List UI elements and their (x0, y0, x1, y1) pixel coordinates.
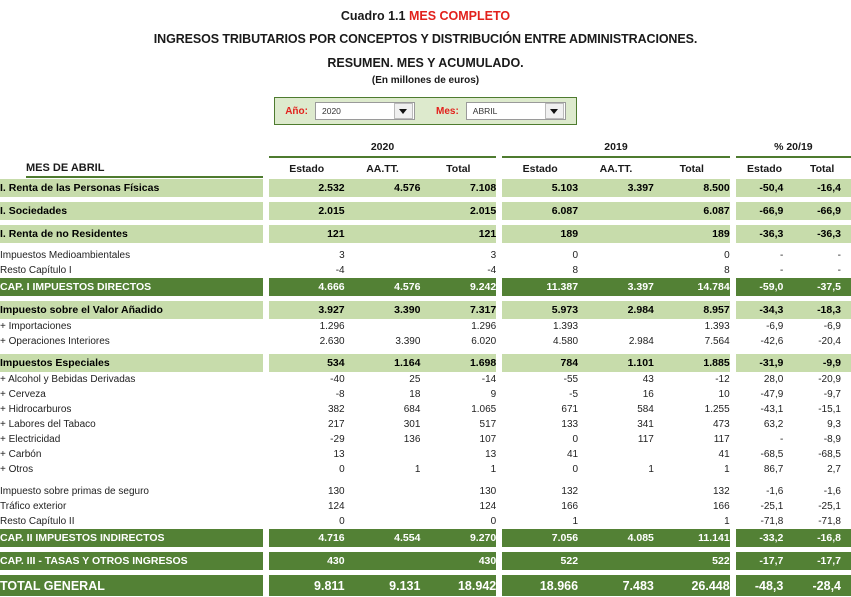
table-row (0, 372, 851, 387)
subtitle-line-2: RESUMEN. MES Y ACUMULADO. (327, 56, 524, 70)
cell-pct-total: 2,7 (827, 464, 841, 475)
cell-2019-total: 1.255 (704, 404, 730, 415)
row-label: Impuesto sobre primas de seguro (0, 486, 149, 497)
cell-pct-estado: -48,3 (736, 575, 794, 596)
cell-2020-estado: 430 (269, 552, 345, 570)
table-row (0, 484, 851, 499)
cell-2020-estado: -8 (335, 389, 345, 400)
cell-2019-total: 473 (712, 419, 730, 430)
table-row (0, 278, 851, 296)
row-label: Impuesto sobre el Valor Añadido (0, 301, 263, 319)
row-label: Tráfico exterior (0, 501, 67, 512)
cell-2019-estado: 0 (572, 434, 579, 445)
cell-2019-total: 14.784 (654, 278, 730, 296)
cell-pct-estado: -50,4 (736, 179, 794, 197)
table-row (0, 225, 851, 243)
table-row (0, 552, 851, 570)
cell-2019-total: 1.393 (704, 321, 730, 332)
table-row (0, 354, 851, 372)
cell-2019-estado: 133 (561, 419, 579, 430)
cell-2020-estado: 1.296 (319, 321, 345, 332)
col-header-2019-aatt: AA.TT. (599, 162, 633, 175)
cell-2020-estado: 534 (269, 354, 345, 372)
cell-pct-estado: -68,5 (760, 449, 784, 460)
cell-pct-total: -66,9 (793, 202, 851, 220)
cell-2019-aatt: 3.397 (578, 278, 654, 296)
table-row (0, 575, 851, 596)
cell-pct-total: -1,6 (823, 486, 841, 497)
cell-pct-total: -28,4 (793, 575, 851, 596)
cell-2019-total: 6.087 (654, 202, 730, 220)
cell-2020-aatt: 25 (409, 374, 421, 385)
cell-2019-estado: 0 (572, 464, 579, 475)
cell-2020-total: 517 (479, 419, 497, 430)
table-row (0, 499, 851, 514)
row-label: CAP. I IMPUESTOS DIRECTOS (0, 278, 263, 296)
cell-2020-estado: 121 (269, 225, 345, 243)
cell-pct-total: -36,3 (793, 225, 851, 243)
cell-2020-estado: -29 (330, 434, 345, 445)
cell-2020-total: 7.317 (420, 301, 496, 319)
cell-pct-estado: -47,9 (760, 389, 784, 400)
cell-2019-aatt (578, 499, 654, 514)
cell-pct-total: -9,9 (793, 354, 851, 372)
cell-2019-total: 41 (718, 449, 730, 460)
page-title (0, 8, 851, 25)
cell-2020-total: -14 (481, 374, 497, 385)
cell-2020-total: 6.020 (471, 336, 497, 347)
cell-2020-estado: 130 (327, 486, 345, 497)
cell-2019-total: 26.448 (654, 575, 730, 596)
month-label: Mes: (435, 105, 459, 117)
cell-2019-aatt: 1.101 (578, 354, 654, 372)
table-body (0, 179, 851, 596)
year-select[interactable] (315, 102, 415, 120)
row-label: I. Renta de no Residentes (0, 225, 263, 243)
cell-pct-estado: -6,9 (766, 321, 784, 332)
cell-2019-estado: 671 (561, 404, 579, 415)
row-label: Resto Capítulo II (0, 516, 75, 527)
row-header-label: MES DE ABRIL (0, 157, 263, 179)
cell-2019-aatt (578, 263, 654, 278)
cell-2019-estado: 6.087 (502, 202, 578, 220)
cell-2019-total: 11.141 (654, 529, 730, 547)
cell-2020-estado: 9.811 (269, 575, 345, 596)
row-label: Resto Capítulo I (0, 265, 72, 276)
cell-2019-aatt: 1 (648, 464, 654, 475)
cell-2019-estado: 8 (572, 265, 579, 276)
row-label: + Alcohol y Bebidas Derivadas (0, 374, 136, 385)
cell-pct-total: - (837, 250, 841, 261)
col-header-2020-aatt: AA.TT. (366, 162, 399, 175)
cell-2019-estado: 0 (572, 250, 579, 261)
cell-pct-estado: -66,9 (736, 202, 794, 220)
cell-2019-aatt (578, 248, 654, 263)
cell-2020-aatt: 18 (409, 389, 421, 400)
table-group-header-row (0, 137, 851, 157)
row-label: + Hidrocarburos (0, 404, 72, 415)
cell-2019-total: 8.957 (654, 301, 730, 319)
table-row (0, 387, 851, 402)
cell-2019-aatt (578, 319, 654, 334)
group-header-pct: % 20/19 (736, 137, 851, 157)
cell-2020-aatt (345, 319, 421, 334)
year-label: Año: (285, 105, 308, 117)
table-row (0, 319, 851, 334)
cell-2020-aatt (345, 263, 421, 278)
table-row (0, 402, 851, 417)
row-label: I. Renta de las Personas Físicas (0, 179, 263, 197)
table-row (0, 529, 851, 547)
table-row (0, 248, 851, 263)
cell-2020-total: 1.296 (471, 321, 497, 332)
cell-2020-total: -4 (487, 265, 497, 276)
cell-2019-aatt (578, 484, 654, 499)
cell-2019-estado: 166 (561, 501, 579, 512)
cell-2020-total: 9.270 (420, 529, 496, 547)
table-row (0, 263, 851, 278)
cell-2019-total: 166 (712, 501, 730, 512)
cell-2019-estado: 784 (502, 354, 578, 372)
cell-2020-aatt: 4.576 (345, 278, 421, 296)
cell-pct-total: -25,1 (818, 501, 841, 512)
cell-2020-total: 130 (479, 486, 497, 497)
table-row (0, 301, 851, 319)
table-row (0, 514, 851, 529)
cell-pct-estado: - (779, 434, 784, 445)
cell-2019-aatt: 117 (637, 434, 654, 445)
cell-2020-aatt: 4.576 (345, 179, 421, 197)
cell-pct-estado: -33,2 (736, 529, 794, 547)
table-row (0, 179, 851, 197)
cell-2019-aatt (578, 514, 654, 529)
cell-2019-total: 7.564 (704, 336, 730, 347)
cell-2019-aatt: 3.397 (578, 179, 654, 197)
cell-2020-aatt (345, 552, 421, 570)
row-label: + Carbón (0, 449, 42, 460)
cell-2020-aatt: 136 (403, 434, 421, 445)
cell-pct-total: -8,9 (823, 434, 841, 445)
cell-pct-estado: - (779, 265, 784, 276)
cell-2020-aatt: 9.131 (345, 575, 421, 596)
cell-2019-total: 1.885 (654, 354, 730, 372)
cell-2020-estado: -40 (330, 374, 345, 385)
cell-pct-estado: -31,9 (736, 354, 794, 372)
cell-2020-total: 9 (490, 389, 497, 400)
table-row (0, 334, 851, 349)
col-header-2019-estado: Estado (522, 162, 558, 175)
cell-2020-total: 7.108 (420, 179, 496, 197)
cell-pct-estado: -59,0 (736, 278, 794, 296)
cell-pct-total: - (837, 265, 841, 276)
cell-2019-total: -12 (715, 374, 730, 385)
cell-2019-total: 1 (724, 464, 730, 475)
cell-2020-aatt (345, 225, 421, 243)
cell-2020-total: 9.242 (420, 278, 496, 296)
cell-2019-aatt (578, 552, 654, 570)
cell-pct-estado: -36,3 (736, 225, 794, 243)
cell-2019-estado: 41 (566, 449, 579, 460)
cell-2019-aatt: 7.483 (578, 575, 654, 596)
table-spacer-row (0, 477, 851, 484)
table-row (0, 417, 851, 432)
cell-2019-estado: 1.393 (553, 321, 579, 332)
cell-2020-aatt: 684 (403, 404, 421, 415)
cell-2019-estado: 4.580 (553, 336, 579, 347)
cell-pct-estado: 63,2 (763, 419, 784, 430)
cell-pct-total: -6,9 (823, 321, 841, 332)
cell-pct-estado: -17,7 (736, 552, 794, 570)
cell-2019-estado: 5.103 (502, 179, 578, 197)
table-row (0, 202, 851, 220)
group-header-2019: 2019 (502, 137, 729, 157)
cell-pct-total: -16,4 (793, 179, 851, 197)
col-header-pct-total: Total (810, 162, 835, 175)
cell-pct-estado: -25,1 (760, 501, 784, 512)
chevron-down-icon[interactable] (545, 103, 564, 119)
cell-pct-estado: -42,6 (760, 336, 784, 347)
cell-2020-estado: 3.927 (269, 301, 345, 319)
row-label: I. Sociedades (0, 202, 263, 220)
cell-2020-total: 1.698 (420, 354, 496, 372)
col-header-2019-total: Total (679, 162, 704, 175)
cell-2020-aatt (345, 514, 421, 529)
cell-pct-total: -20,4 (818, 336, 841, 347)
cell-2019-estado: 522 (502, 552, 578, 570)
cell-pct-total: -9,7 (823, 389, 841, 400)
cell-2020-total: 18.942 (420, 575, 496, 596)
col-header-pct-estado: Estado (747, 162, 783, 175)
cell-2020-estado: 0 (339, 464, 345, 475)
subtitle-line-1: INGRESOS TRIBUTARIOS POR CONCEPTOS Y DISTRIBUCIÓN ENTRE ADMINISTRACIONES. (153, 32, 698, 46)
cell-2020-estado: 13 (333, 449, 345, 460)
cell-2020-estado: -4 (335, 265, 345, 276)
row-label: + Labores del Tabaco (0, 419, 96, 430)
cell-2020-aatt (345, 202, 421, 220)
row-label: + Otros (0, 464, 34, 475)
cell-2019-total: 1 (724, 516, 730, 527)
cell-pct-total: -16,8 (793, 529, 851, 547)
group-header-2020: 2020 (269, 137, 496, 157)
cell-2020-estado: 4.666 (269, 278, 345, 296)
row-label: CAP. II IMPUESTOS INDIRECTOS (0, 529, 263, 547)
cell-2020-aatt: 3.390 (345, 301, 421, 319)
cell-2019-aatt (578, 202, 654, 220)
cell-2020-total: 3 (490, 250, 497, 261)
cell-pct-total: -68,5 (818, 449, 841, 460)
chevron-down-icon[interactable] (394, 103, 413, 119)
cell-pct-total: -37,5 (793, 278, 851, 296)
cell-pct-estado: -34,3 (736, 301, 794, 319)
cell-2019-estado: 11.387 (502, 278, 578, 296)
cell-2020-total: 1.065 (471, 404, 497, 415)
cell-pct-estado: - (779, 250, 784, 261)
cell-pct-total: -17,7 (793, 552, 851, 570)
table-row (0, 447, 851, 462)
cell-2019-total: 522 (654, 552, 730, 570)
filter-panel (274, 97, 577, 125)
cell-2019-estado: -55 (563, 374, 579, 385)
cell-2019-estado: 1 (572, 516, 579, 527)
month-select[interactable] (466, 102, 566, 120)
cell-pct-estado: -1,6 (766, 486, 784, 497)
row-label: + Importaciones (0, 321, 72, 332)
cell-2020-estado: 2.630 (319, 336, 345, 347)
cell-2020-total: 0 (490, 516, 497, 527)
cell-2019-total: 8 (724, 265, 730, 276)
cell-2019-total: 132 (712, 486, 730, 497)
cell-pct-estado: 28,0 (763, 374, 784, 385)
table-row (0, 462, 851, 477)
cell-2019-estado: 189 (502, 225, 578, 243)
cell-2020-aatt: 4.554 (345, 529, 421, 547)
year-select-value: 2020 (321, 106, 341, 116)
cell-2019-aatt: 43 (642, 374, 654, 385)
cell-2020-aatt (345, 248, 421, 263)
cell-2019-aatt: 16 (642, 389, 654, 400)
cell-2019-aatt (578, 447, 654, 462)
table-row (0, 432, 851, 447)
cell-2019-total: 0 (724, 250, 730, 261)
cell-2020-total: 107 (479, 434, 497, 445)
cell-2020-aatt (345, 447, 421, 462)
cell-pct-estado: -71,8 (760, 516, 784, 527)
cell-2020-total: 121 (420, 225, 496, 243)
row-label: Impuestos Medioambientales (0, 250, 131, 261)
col-header-2020-estado: Estado (289, 162, 325, 175)
cell-2019-total: 189 (654, 225, 730, 243)
cell-2019-total: 10 (718, 389, 730, 400)
row-label: + Operaciones Interiores (0, 336, 110, 347)
cell-2019-estado: -5 (569, 389, 579, 400)
cell-2019-aatt: 341 (637, 419, 654, 430)
cell-2020-aatt (345, 484, 421, 499)
cell-2020-aatt: 301 (403, 419, 421, 430)
cell-2019-aatt: 2.984 (628, 336, 654, 347)
cell-2019-aatt: 584 (637, 404, 654, 415)
cell-2020-estado: 4.716 (269, 529, 345, 547)
cell-2020-aatt (345, 499, 421, 514)
cell-2020-total: 13 (485, 449, 497, 460)
units-note: (En millones de euros) (371, 75, 480, 86)
title-highlight: MES COMPLETO (408, 9, 511, 23)
row-label: Impuestos Especiales (0, 354, 263, 372)
cell-pct-total: -20,9 (818, 374, 841, 385)
cell-2019-aatt: 2.984 (578, 301, 654, 319)
cell-pct-total: -71,8 (818, 516, 841, 527)
row-label: + Cerveza (0, 389, 46, 400)
cell-2020-estado: 2.532 (269, 179, 345, 197)
cell-2020-aatt: 1 (414, 464, 421, 475)
cell-2020-estado: 3 (339, 250, 345, 261)
cell-2020-aatt: 3.390 (395, 336, 421, 347)
cell-2020-total: 124 (479, 501, 497, 512)
cell-2019-estado: 7.056 (502, 529, 578, 547)
cell-pct-estado: -43,1 (760, 404, 784, 415)
title-block (0, 0, 851, 88)
row-label: CAP. III - TASAS Y OTROS INGRESOS (0, 552, 263, 570)
cell-2020-total: 430 (420, 552, 496, 570)
cell-pct-total: -15,1 (818, 404, 841, 415)
cell-2020-aatt: 1.164 (345, 354, 421, 372)
table-column-header-row (0, 157, 851, 179)
cell-2020-estado: 0 (339, 516, 345, 527)
cell-2020-estado: 124 (327, 501, 345, 512)
cell-2020-estado: 382 (327, 404, 345, 415)
cell-2019-aatt (578, 225, 654, 243)
cell-2019-estado: 132 (561, 486, 579, 497)
cell-pct-total: 9,3 (827, 419, 841, 430)
cell-2020-total: 1 (490, 464, 497, 475)
filter-bar (0, 97, 851, 125)
cell-2019-total: 117 (713, 434, 730, 445)
revenue-table (0, 137, 851, 596)
row-label: + Electricidad (0, 434, 61, 445)
cell-2019-estado: 5.973 (502, 301, 578, 319)
cell-2020-total: 2.015 (420, 202, 496, 220)
cell-pct-estado: 86,7 (763, 464, 784, 475)
cell-2020-estado: 217 (327, 419, 345, 430)
cell-2019-total: 8.500 (654, 179, 730, 197)
col-header-2020-total: Total (446, 162, 471, 175)
cell-pct-total: -18,3 (793, 301, 851, 319)
month-select-value: ABRIL (472, 106, 498, 116)
cell-2019-aatt: 4.085 (578, 529, 654, 547)
cell-2020-estado: 2.015 (269, 202, 345, 220)
title-prefix: Cuadro 1.1 (340, 9, 409, 23)
cell-2019-estado: 18.966 (502, 575, 578, 596)
row-label: TOTAL GENERAL (0, 575, 263, 596)
